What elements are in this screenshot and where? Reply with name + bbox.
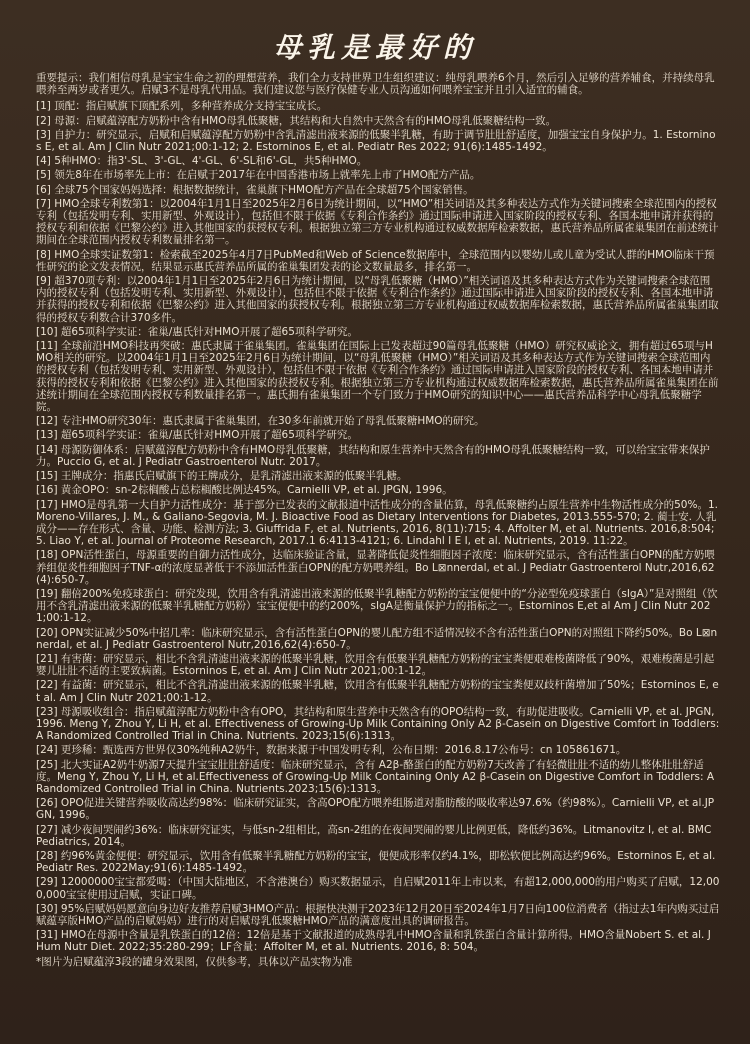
footnote-item: [13] 超65项科学实证：雀巢/惠氏针对HMO开展了超65项科学研究。 — [36, 429, 358, 442]
page-title: 母乳是最好的 — [272, 31, 477, 64]
footnote-item: [4] 5种HMO：指3'-SL、3'-GL、4'-GL、6'-SL和6'-GL，共5种HMO。 — [36, 155, 368, 168]
footnote-item: [5] 领先8年在市场率先上市：在启赋于2017年在中国香港市场上就率先上市了HMO配方产品。 — [36, 169, 481, 182]
footnote-item: [3] 自护力：研究显示，启赋和启赋蕴淳配方奶粉中含乳清滤出液来源的低聚半乳糖，有助于调节肚肚舒适度，加强宝宝自身保护力。1. Estorninos E, et al. Am J Clin Nutr 2021;00:1-12; 2. Estorninos E, et al. Pediatr Res 2022; 91(6):1485-1492。 — [36, 128, 716, 154]
image-footnote: *图片为启赋蕴淳3段的罐身效果图，仅供参考，具体以产品实物为准 — [36, 955, 353, 968]
footnotes-list — [36, 72, 720, 970]
footnote-item: [18] OPN活性蛋白，母源重要的自御力活性成分，达临床验证含量，显著降低促炎性细胞因子浓度：临床研究显示，含有活性蛋白OPN的配方奶喂养组促炎性细胞因子TNF-α的浓度显著低于不添加活性蛋白OPN的配方奶喂养组。Bo L⊠nnerdal, et al. J Pediatr Gastroenterol Nutr,2016,62(4):650-7。 — [36, 549, 715, 586]
footnote-item: [30] 95%启赋妈妈愿意向身边好友推荐启赋3HMO产品：根据快决测于2023年12月20日至2024年1月7日向100位消费者（指过去1年内购买过启赋蕴享版HMO产品的启赋妈妈）进行的对启赋母乳低聚糖HMO产品的满意度出具的调研报告。 — [36, 902, 720, 927]
footnote-item: [9] 超370项专利：以2004年1月1日至2025年2月6日为统计期间，以“母乳低聚糖（HMO）”相关词语及其多种表达方式作为关键词搜索全球范围内的授权专利（包括发明专利、实用新型、外观设计），包括但不限于依据《专利合作条约》通过国际申请进入国家阶段的授权专利、各国本地申请并获得的授权专利和依据《巴黎公约》进入其他国家的获授权专利。根据独立第三方专业机构通过权威数据库检索数据，惠氏营养品所属雀巢集团取得的授权专利数合计370多件。 — [36, 275, 719, 324]
important-notice: 重要提示：我们相信母乳是宝宝生命之初的理想营养，我们全力支持世界卫生组织建议：纯母乳喂养6个月，然后引入足够的营养辅食，并持续母乳喂养至两岁或者更久。启赋3不是母乳代用品。我们建议您与医疗保健专业人员沟通如何喂养宝宝并且引入适宜的辅食。 — [36, 72, 715, 97]
footnote-item: [14] 母源防御体系：启赋蕴淳配方奶粉中含有HMO母乳低聚糖，其结构和原生营养中天然含有的HMO母乳低聚糖结构一致，可以给宝宝带来保护力。Puccio G, et al. J Pediatr Gastroenterol Nutr. 2017。 — [36, 443, 710, 468]
footnote-item: [31] HMO在母源中含量是乳铁蛋白的12倍：12倍是基于文献报道的成熟母乳中HMO含量和乳铁蛋白含量计算所得。HMO含量Nobert S. et al. J Hum Nutr Diet. 2022;35:280-299；LF含量：Affolter M, et al. Nutrients. 2016, 8: 504。 — [36, 929, 711, 954]
footnote-item: [23] 母源吸收组合：指启赋蕴淳配方奶粉中含有OPO，其结构和原生营养中天然含有的OPO结构一致，有助促进吸收。Carnielli VP, et al. JPGN, 1996. Meng Y, Zhou Y, Li H, et al. Effectiveness of Growing-Up Milk Containing Only A2 β-Casein on Digestive Comfort in Toddlers: A Randomized Controlled Trial in China. Nutrients. 2023;15(6):1313。 — [36, 705, 720, 743]
footnote-item: [20] OPN实证减少50%中招几率：临床研究显示，含有活性蛋白OPN的婴儿配方组不适情况较不含有活性蛋白OPN的对照组下降约50%。Bo L⊠nnerdal, et al. J Pediatr Gastroenterol Nutr,2016,62(4):650-7。 — [36, 626, 718, 651]
footnote-item: [25] 北大实证A2奶牛奶源7天提升宝宝肚肚舒适度：临床研究显示，含有 A2β-酪蛋白的配方奶粉7天改善了有轻微肚肚不适的幼儿整体肚肚舒适度。Meng Y, Zhou Y, Li H, et al.Effectiveness of Growing-Up Milk Containing Only A2 β-Casein on Digestive Comfort in Toddlers: A Randomized Controlled Trial in China. Nutrients.2023;15(6):1313。 — [36, 758, 715, 795]
footnote-item: [15] 王牌成分：指惠氏启赋旗下的王牌成分，是乳清滤出液来源的低聚半乳糖。 — [36, 470, 408, 483]
footnote-item: [2] 母源：启赋蕴淳配方奶粉中含有HMO母乳低聚糖，其结构和大自然中天然含有的HMO母乳低聚糖结构一致。 — [36, 114, 557, 127]
footnote-item: [26] OPO促进关键营养吸收高达约98%：临床研究证实，含高OPO配方喂养组肠道对脂肪酸的吸收率达97.6%（约98%）。Carnielli VP, et al.JPGN, 1996。 — [36, 797, 715, 822]
footnote-item: [6] 全球75个国家妈妈选择：根据数据统计，雀巢旗下HMO配方产品在全球超75个国家销售。 — [36, 183, 474, 196]
footnote-item: [10] 超65项科学实证：雀巢/惠氏针对HMO开展了超65项科学研究。 — [36, 325, 358, 338]
footnote-item: [16] 黄金OPO：sn-2棕榈酸占总棕榈酸比例达45%。Carnielli VP, et al. JPGN, 1996。 — [36, 484, 453, 497]
footnote-item: [22] 有益菌：研究显示，相比不含乳清滤出液来源的低聚半乳糖，饮用含有低聚半乳糖配方奶粉的宝宝粪便双歧杆菌增加了50%；Estorninos E, et al. Am J Clin Nutr 2021;00:1-12。 — [36, 679, 719, 704]
footnote-item: [28] 约96%黄金便便：研究显示，饮用含有低聚半乳糖配方奶粉的宝宝，便便成形率仅约4.1%，即松软便比例高达约96%。Estorninos E, et al. Pediatr Res. 2022May;91(6):1485-1492。 — [36, 849, 716, 875]
footnote-item: [7] HMO全球专利数第1：以2004年1月1日至2025年2月6日为统计期间，以“HMO”相关词语及其多种表达方式作为关键词搜索全球范围内的授权专利（包括发明专利、实用新型、外观设计），包括但不限于依据《专利合作条约》通过国际申请进入国家阶段的授权专利、各国本地申请并获得的授权专利和依据《巴黎公约》进入其他国家的获授权专利。根据独立第三方专业机构通过权威数据库检索数据，惠氏营养品所属雀巢集团在前述统计期间在全球范围内授权专利数量排名第一。 — [36, 197, 719, 247]
footnote-item: [21] 有害菌：研究显示，相比不含乳清滤出液来源的低聚半乳糖，饮用含有低聚半乳糖配方奶粉的宝宝粪便艰难梭菌降低了90%，艰难梭菌是引起婴儿肚肚不适的主要致病菌。Estorninos E, et al. Am J Clin Nutr 2021;00:1-12。 — [36, 652, 715, 678]
footnote-item: [11] 全球前沿HMO科技再突破：惠氏隶属于雀巢集团。雀巢集团在国际上已发表超过90篇母乳低聚糖（HMO）研究权威论文，拥有超过65项与HMO相关的研究。以2004年1月1日至2025年2月6日为统计期间，以“母乳低聚糖（HMO）”相关词语及其多种表达方式作为关键词搜索全球范围内的授权专利（包括发明专利、实用新型、外观设计），包括但不限于依据《专利合作条约》通过国际申请进入国家阶段的授权专利、各国本地申请并获得的授权专利和依据《巴黎公约》进入其他国家的获授权专利。根据独立第三方专业机构通过权威数据库检索数据，惠氏营养品所属雀巢集团在前述统计期间在全球范围内授权专利数量排名第一。惠氏拥有雀巢集团一个专门致力于HMO研究的知识中心——惠氏营养品科学中心母乳低聚糖学院。 — [36, 340, 719, 414]
footnote-item: [27] 减少夜间哭闹约36%：临床研究证实，与低sn-2组相比，高sn-2组的在夜间哭闹的婴儿比例更低，降低约36%。Litmanovitz I, et al. BMC Pediatrics, 2014。 — [36, 823, 712, 848]
footnote-item: [8] HMO全球实证数第1：检索截至2025年4月7日PubMed和Web of Science数据库中，全球范围内以婴幼儿或儿童为受试人群的HMO临床干预性研究的论文发表情况，结果显示惠氏营养品所属的雀巢集团发表的论文数量最多，排名第一。 — [36, 248, 715, 273]
footnote-item: [12] 专注HMO研究30年：惠氏隶属于雀巢集团，在30多年前就开始了母乳低聚糖HMO的研究。 — [36, 415, 485, 428]
footnote-item: [24] 更珍稀：甄选西方世界仅30%纯种A2奶牛，数据来源于中国发明专利，公布日期：2016.8.17公布号：cn 105861671。 — [36, 744, 627, 757]
footnote-item: [1] 顶配：指启赋旗下顶配系列，多种营养成分支持宝宝成长。 — [36, 100, 328, 113]
footnote-item: [17] HMO是母乳第一大自护力活性成分：基于部分已发表的文献报道中活性成分的含量估算，母乳低聚糖约占原生营养中生物活性成分的50%。1. Moreno-Villares, J. M., & Galiano-Segovia, M. J. Bioactive Food as Dietary Interventions for Diabetes, 2013.555-570; 2. 蔺士安. 人乳成分——存在形式、含量、功能、检测方法; 3. Giuffrida F, et al. Nutrients, 2016, 8(11):715; 4. Affolter M, et al. Nutrients. 2016,8:504; 5. Liao Y, et al. Journal of Proteome Research, 2017.1 6:4113-4121; 6. Lindahl I E I, et al. Nutrients, 2019. 11:22。 — [36, 498, 718, 548]
footnote-item: [19] 翻倍200%免疫球蛋白：研究发现，饮用含有乳清滤出液来源的低聚半乳糖配方奶粉的宝宝便便中的“分泌型免疫球蛋白（sIgA）”是对照组（饮用不含乳清滤出液来源的低聚半乳糖配方奶粉）宝宝便便中的约200%，sIgA是衡量保护力的指标之一。Estorninos E,et al Am J Clin Nutr 2021;00:1-12。 — [36, 587, 718, 625]
footnote-item: [29] 12000000宝宝都爱喝：（中国大陆地区，不含港澳台）购买数据显示，自启赋2011年上市以来，有超12,000,000的用户购买了启赋，12,000,000宝宝使用过启赋，实证口碑。 — [36, 876, 720, 901]
